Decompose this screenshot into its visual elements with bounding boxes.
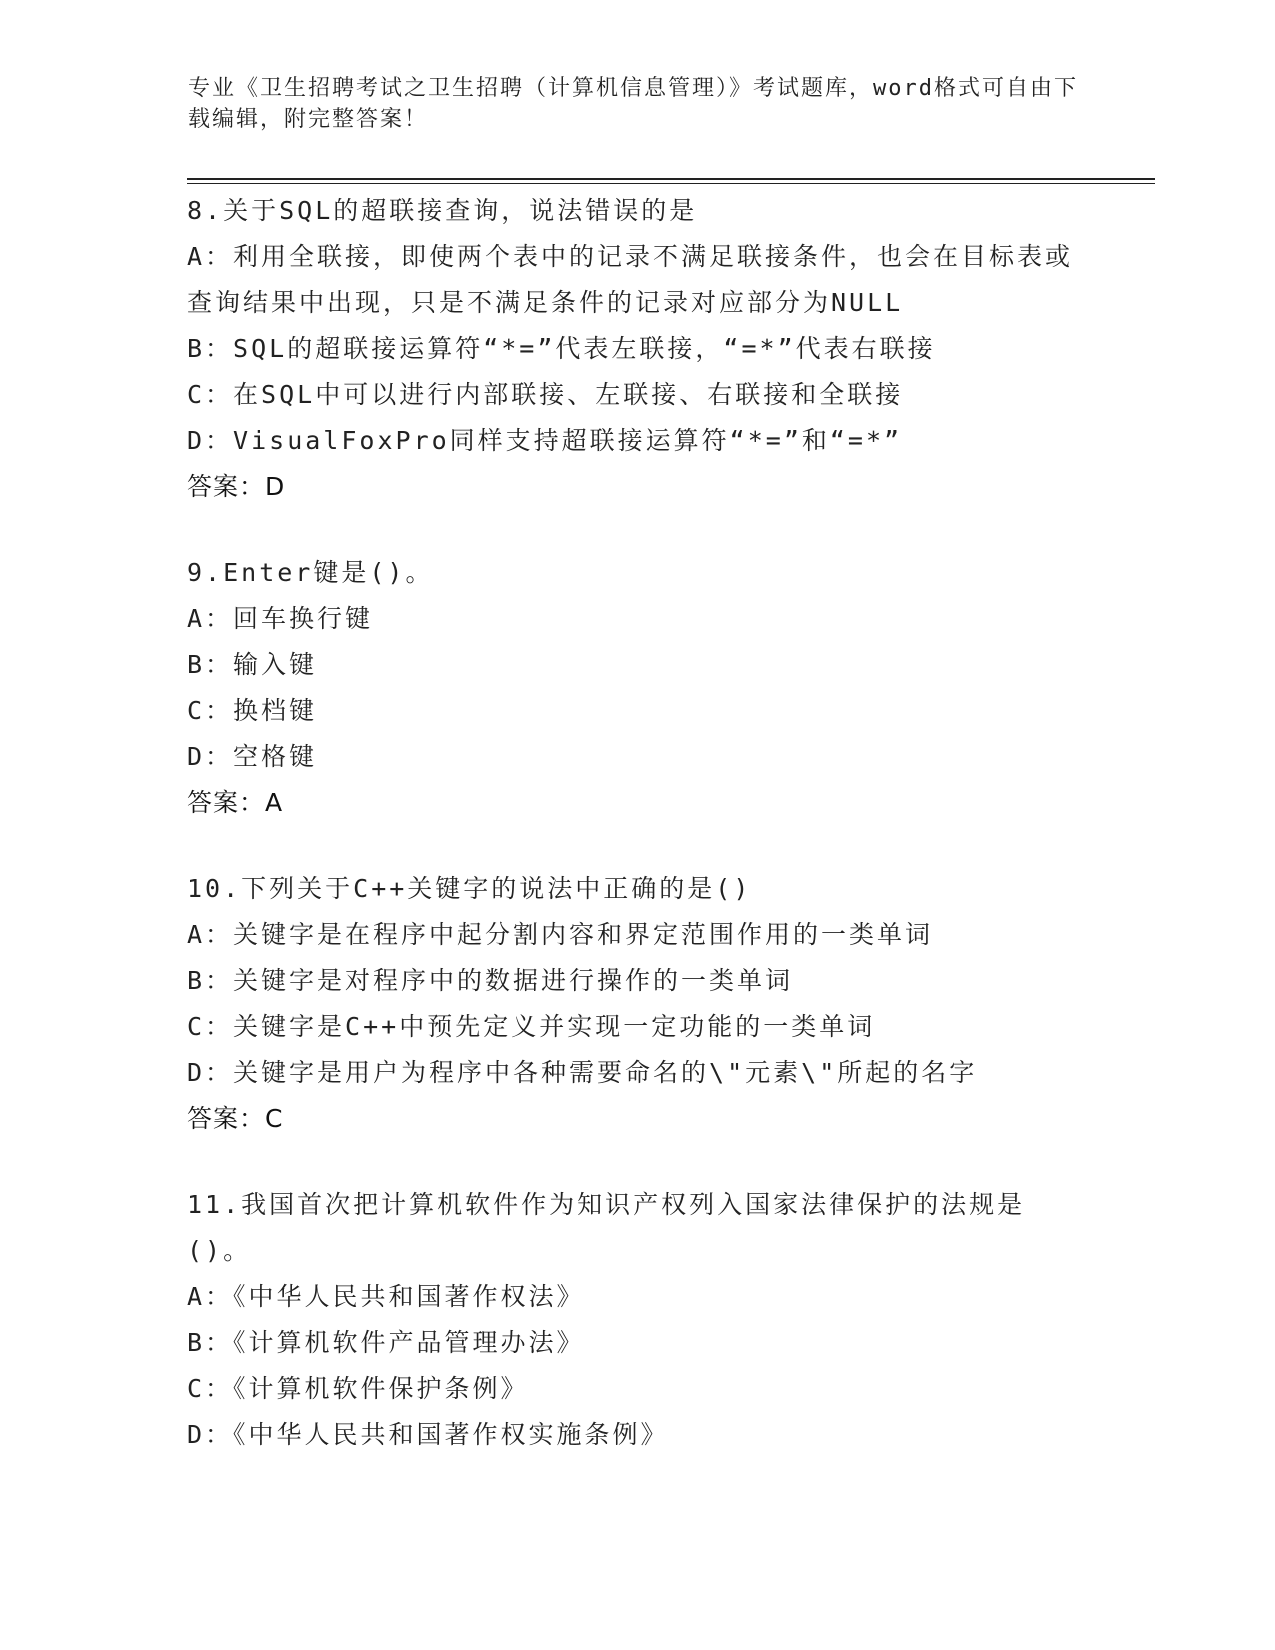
option-c: C：在SQL中可以进行内部联接、左联接、右联接和全联接 <box>187 380 904 409</box>
option-c: C：《计算机软件保护条例》 <box>187 1374 529 1403</box>
option-a: A：《中华人民共和国著作权法》 <box>187 1282 585 1311</box>
question-10 <box>187 866 1087 1142</box>
option-d: D：VisualFoxPro同样支持超联接运算符“*=”和“=*” <box>187 426 903 455</box>
option-c: C：换档键 <box>187 696 318 725</box>
option-d: D：空格键 <box>187 742 318 771</box>
option-b: B：SQL的超联接运算符“*=”代表左联接，“=*”代表右联接 <box>187 334 936 363</box>
question-list <box>187 188 1087 1498</box>
option-b: B：《计算机软件产品管理办法》 <box>187 1328 585 1357</box>
header-divider-thick <box>187 178 1155 180</box>
question-stem: 9.Enter键是()。 <box>187 558 434 587</box>
option-b: B：关键字是对程序中的数据进行操作的一类单词 <box>187 966 794 995</box>
answer-key: 答案：A <box>187 788 284 817</box>
option-a: A：关键字是在程序中起分割内容和界定范围作用的一类单词 <box>187 920 934 949</box>
document-intro: 专业《卫生招聘考试之卫生招聘（计算机信息管理）》考试题库，word格式可自由下载编辑，附完整答案！ <box>188 76 1078 132</box>
answer-key: 答案：C <box>187 1104 284 1133</box>
option-a: A：回车换行键 <box>187 604 374 633</box>
option-b: B：输入键 <box>187 650 318 679</box>
header-divider-thin <box>187 183 1155 184</box>
option-d: D：《中华人民共和国著作权实施条例》 <box>187 1420 669 1449</box>
question-stem: 11.我国首次把计算机软件作为知识产权列入国家法律保护的法规是()。 <box>187 1190 1026 1265</box>
option-a: A：利用全联接，即使两个表中的记录不满足联接条件，也会在目标表或查询结果中出现，只是不满足条件的记录对应部分为NULL <box>187 242 1074 317</box>
question-9 <box>187 550 1087 826</box>
question-8 <box>187 188 1087 510</box>
question-stem: 8.关于SQL的超联接查询，说法错误的是 <box>187 196 698 225</box>
option-c: C：关键字是C++中预先定义并实现一定功能的一类单词 <box>187 1012 876 1041</box>
answer-key: 答案：D <box>187 472 286 501</box>
question-11 <box>187 1182 1087 1458</box>
question-stem: 10.下列关于C++关键字的说法中正确的是() <box>187 874 752 903</box>
option-d: D：关键字是用户为程序中各种需要命名的\"元素\"所起的名字 <box>187 1058 978 1087</box>
